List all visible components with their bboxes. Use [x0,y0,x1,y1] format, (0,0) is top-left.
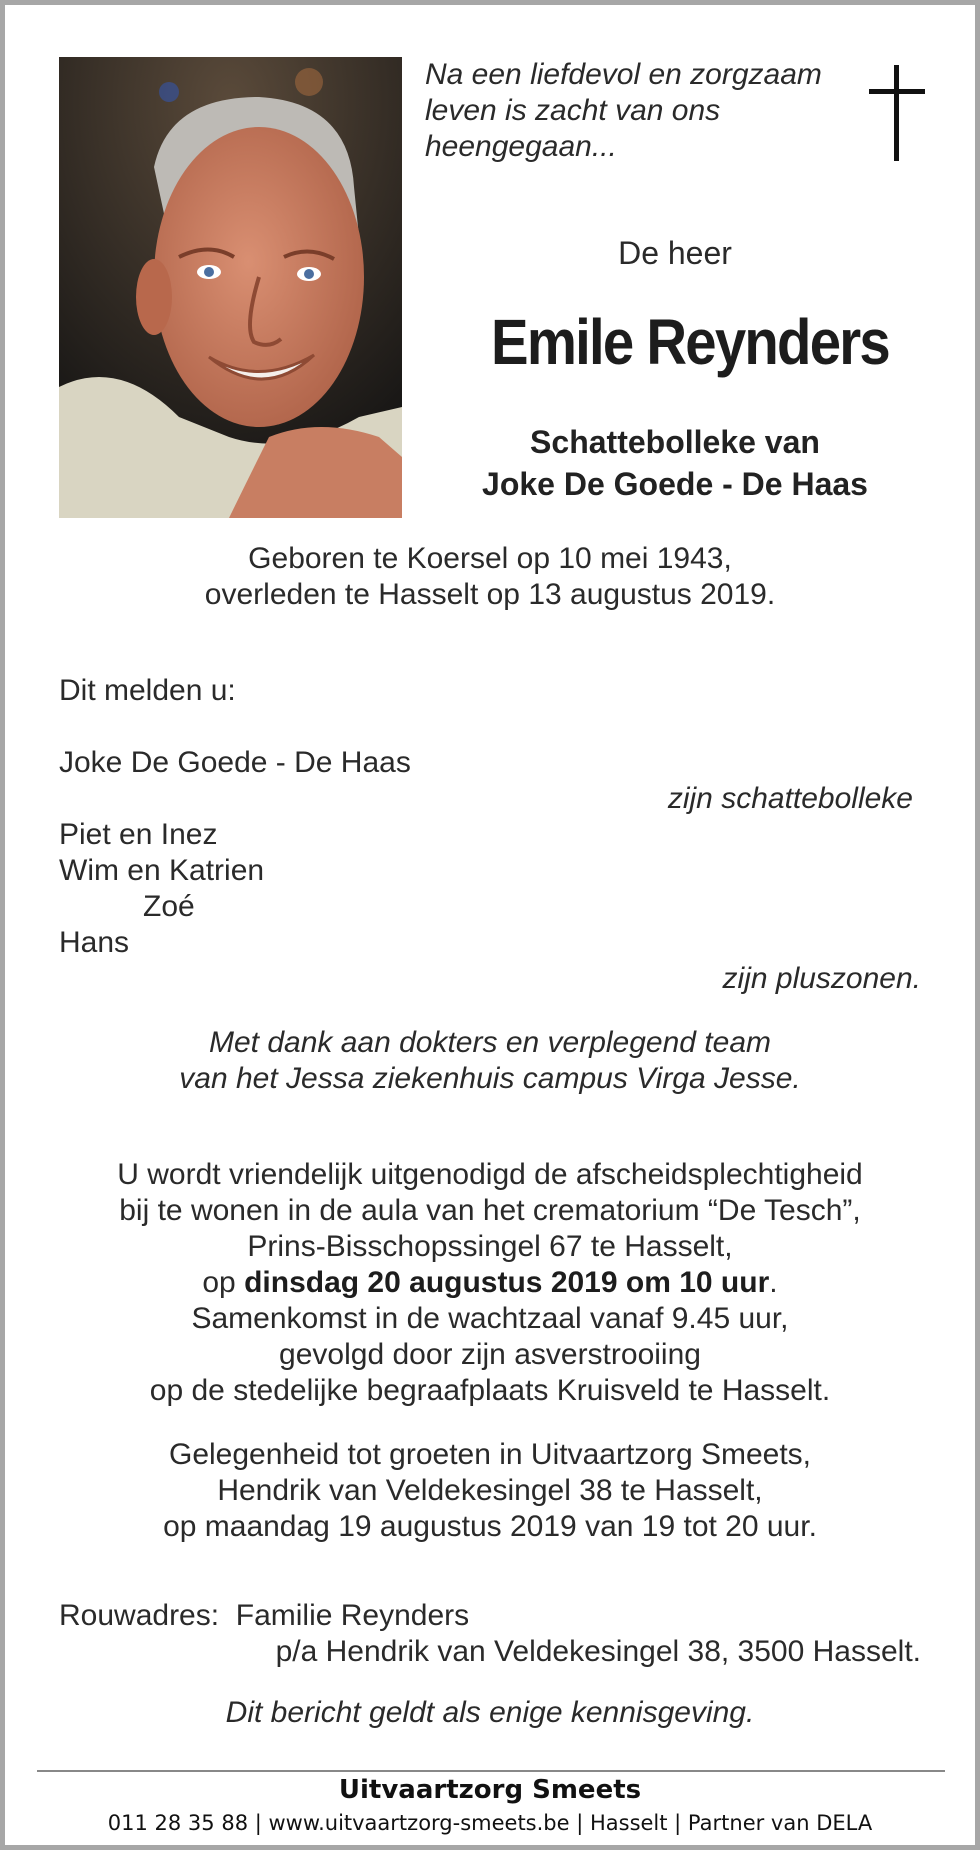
family-children-role: zijn pluszonen. [722,962,921,995]
address-street: p/a Hendrik van Veldekesingel 38, 3500 Hasselt. [275,1635,921,1668]
portrait-photo [59,57,402,518]
ceremony-datetime: dinsdag 20 augustus 2019 om 10 uur [244,1266,770,1299]
family-child: Wim en Katrien [59,854,265,887]
footer-contact: 011 28 35 88 | www.uitvaartzorg-smeets.be | Hasselt | Partner van DELA [107,1811,873,1835]
intro-text: Na een liefdevol en zorgzaam leven is zacht van ons heengegaan... [425,58,822,163]
birth-death-dates: Geboren te Koersel op 10 mei 1943, overleden te Hasselt op 13 augustus 2019. [204,542,776,611]
family-grandchild: Zoé [143,890,195,923]
visiting-text: Gelegenheid tot groeten in Uitvaartzorg Smeets, Hendrik van Veldekesingel 38 te Hasselt, op maandag 19 augustus 2019 van 19 tot 20 uur. [163,1438,817,1543]
relation-text: Schattebolleke van Joke De Goede - De Haas [482,424,868,502]
family-partner-role: zijn schattebolleke [667,782,913,815]
family-partner: Joke De Goede - De Haas [59,746,411,779]
ceremony-text: U wordt vriendelijk uitgenodigd de afscheidsplechtigheid bij te wonen in de aula van het crematorium “De Tesch”, Prins-Bisschopssingel 67 te Hasselt, op dinsdag 20 augustus 2019 om 10 uur. Samenkomst in de wachtzaal vanaf 9.45 uur, gevolgd door zijn asverstrooiing op de stedelijke begraafplaats Kruisveld te Hasselt. [117,1158,863,1407]
family-child: Hans [59,926,130,959]
thanks-text: Met dank aan dokters en verplegend team van het Jessa ziekenhuis campus Virga Jesse. [179,1026,801,1095]
cross-icon [869,65,925,161]
mourning-address [59,1599,469,1633]
footer-title: Uitvaartzorg Smeets [338,1775,642,1805]
notice-text: Dit bericht geldt als enige kennisgeving. [225,1696,755,1729]
portrait-illustration [59,57,402,518]
announce-label: Dit melden u: [59,674,236,707]
address-family: Familie Reynders [235,1599,470,1632]
deceased-name: Emile Reynders [491,306,889,378]
honorific: De heer [618,235,732,271]
footer-divider [37,1770,945,1772]
address-label: Rouwadres: [59,1599,220,1632]
family-child: Piet en Inez [59,818,218,851]
